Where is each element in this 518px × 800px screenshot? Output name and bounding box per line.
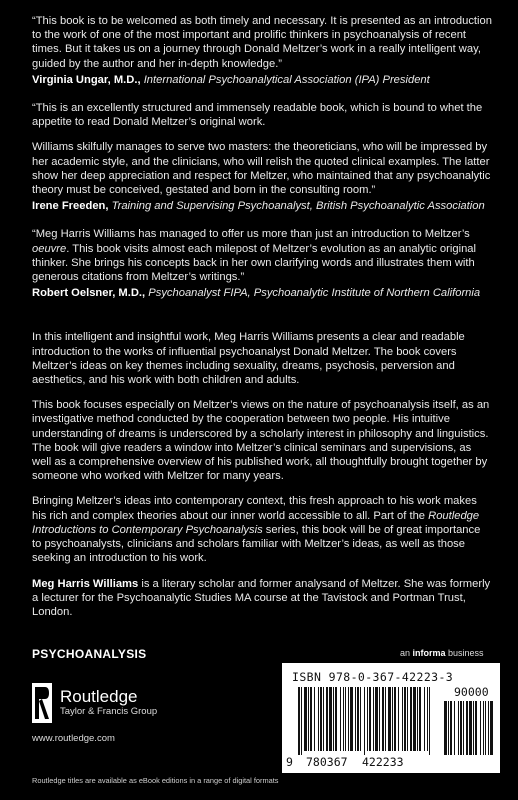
barcode-addon-bar (460, 701, 462, 755)
description-paragraph: In this intelligent and insightful work, Meg Harris Williams presents a clear and readable introduction to the works of influential psychoanalyst Donald Meltzer. The book covers Meltzer’s ideas on key themes including sexuality, dreams, psychosis, perversion and aesthetics, and his work with both children and adults. (32, 331, 465, 387)
barcode-bar (340, 687, 341, 751)
barcode-addon-bar (490, 701, 493, 755)
barcode-addon-bar (485, 701, 486, 755)
endorser-role: International Psychoanalytical Association (IPA) President (143, 73, 430, 86)
informa-bold: informa (412, 648, 446, 658)
endorsement-quote-continued (32, 140, 492, 197)
barcode-bar (402, 687, 403, 751)
quote-text: . This book visits almost each milepost of Meltzer’s evolution as an analytic original thinker. She brings his concepts back in her own clarifying words and illustrates them with generous citations from Meltzer’s writings.” (32, 242, 476, 284)
barcode-bar (375, 687, 378, 751)
description-paragraph: This book focuses especially on Meltzer’s views on the nature of psychoanalysis itself, as an investigative method conducted by the cooperation between two people. His intuitive understanding of dreams is underscored by a scholarly interest in philosophy and linguistics. The book will give readers a window into Meltzer’s clinical seminars and supervisions, as well as a comprehensive overview of his published work, all thoughtfully brought together by someone who worked with Meltzer for many years. (32, 399, 490, 483)
barcode-bar (320, 687, 322, 751)
barcode-addon-digits: 90000 (454, 685, 489, 699)
barcode-bar (385, 687, 386, 751)
barcode-bar (355, 687, 356, 751)
barcode-bar (394, 687, 396, 751)
barcode-bar (357, 687, 359, 751)
barcode-bar (398, 687, 399, 751)
barcode-addon-bar (466, 701, 468, 755)
series-title: Routledge Introductions to Contemporary Psychoanalysis (32, 509, 480, 536)
barcode-bar (345, 687, 346, 751)
endorsement-attribution (32, 286, 492, 300)
barcode-addon-bar (475, 701, 477, 755)
barcode-bar (367, 687, 368, 751)
barcode-bar (318, 687, 319, 751)
publisher-website: www.routledge.com (32, 733, 115, 744)
barcode-addon-bar (448, 701, 449, 755)
barcode-addon-bar (450, 701, 452, 755)
quote-text: “This is an excellently structured and immensely readable book, which is bound to whet the appetite to read Donald Meltzer’s original work. (32, 102, 483, 129)
quote-text: Williams skilfully manages to serve two masters: the theoreticians, who will be impressed by her academic style, and the clinicians, who will relish the quoted clinical examples. The latter show her deep appreciation and respect for Meltzer, who maintained that any psychoanalytic theory must be conceived, gestated and born in the consulting room.” (32, 141, 491, 197)
barcode-bar (298, 687, 300, 755)
ebook-note: Routledge titles are available as eBook editions in a range of digital formats (32, 776, 279, 785)
barcode-addon-bar (483, 701, 484, 755)
barcode-bar (404, 687, 406, 751)
barcode-bar (388, 687, 391, 751)
informa-tagline (400, 648, 484, 658)
barcode-bar (301, 687, 302, 755)
barcode-bar (308, 687, 309, 751)
barcode-bar (360, 687, 361, 751)
barcode-bar (413, 687, 416, 751)
barcode-addon-bar (480, 701, 481, 755)
barcode-bar (323, 687, 324, 751)
barcode-bar (326, 687, 328, 751)
endorser-name: Robert Oelsner, M.D., (32, 287, 146, 300)
description-text: Bringing Meltzer’s ideas into contemporary context, this fresh approach to his work makes his rich and complex theories about our inner world accessible to all. Part of the (32, 495, 477, 522)
barcode-bar (343, 687, 344, 751)
barcode-addon-bar (454, 701, 455, 755)
barcode-addon-bar (488, 701, 489, 755)
barcode-bar (310, 687, 312, 751)
informa-prefix: an (400, 648, 413, 658)
endorsement-attribution (32, 73, 492, 87)
endorser-role: Training and Supervising Psychoanalyst, British Psychoanalytic Association (111, 200, 485, 213)
endorsement-attribution (32, 199, 492, 213)
barcode-bar (369, 687, 371, 751)
publisher-logo (32, 683, 157, 723)
informa-suffix: business (445, 648, 484, 658)
barcode-bar (407, 687, 408, 751)
barcode-bar (314, 687, 315, 751)
quote-italic: oeuvre (32, 242, 67, 255)
barcode-first-digit: 9 (286, 755, 293, 769)
publisher-name: Routledge (60, 687, 138, 706)
endorser-name: Irene Freeden, (32, 200, 109, 213)
barcode-bar (373, 687, 374, 751)
barcode-bar (304, 687, 307, 751)
barcode-bar (364, 687, 365, 755)
routledge-logo-icon (32, 683, 52, 723)
barcode-addon-bar (469, 701, 472, 755)
barcode-bar (392, 687, 393, 751)
barcode-bar (335, 687, 337, 751)
barcode-bar (333, 687, 334, 751)
barcode-addon-bar (473, 701, 474, 755)
barcode-bar (379, 687, 380, 751)
author-bio-text: is a literary scholar and former analysand of Meltzer. She was formerly a lecturer for the Psychoanalytic Studies MA course at the Tavistock and Portman Trust, London. (32, 577, 491, 618)
author-bio (32, 577, 492, 620)
publisher-group: Taylor & Francis Group (60, 706, 158, 717)
endorsement-quote (32, 227, 492, 284)
barcode-bar (429, 687, 430, 755)
isbn-barcode (282, 663, 500, 773)
barcode-addon-bar (444, 701, 447, 755)
endorser-role: Psychoanalyst FIPA, Psychoanalytic Institute of Northern California (148, 287, 481, 300)
description-text: series, this book will be of great importance to psychoanalysts, clinicians and scholars familiar with Meltzer’s ideas, as well as those seeking an introduction to his work. (32, 523, 481, 565)
isbn-text: ISBN 978-0-367-42223-3 (292, 670, 454, 684)
barcode-bar (419, 687, 421, 751)
barcode-left-digits: 780367 (306, 755, 348, 769)
barcode-bar (427, 687, 428, 751)
quote-text: “This book is to be welcomed as both timely and necessary. It is presented as an introduction to the work of one of the most important and prolific thinkers in psychoanalysis of recent times. But it takes us on a journey through Donald Meltzer’s work in a really intelligent way, guided by the author and her in-depth knowledge.” (32, 15, 492, 70)
cover-text (32, 14, 492, 630)
barcode-bar (382, 687, 384, 751)
endorsement-quote (32, 14, 492, 71)
barcode-bar (417, 687, 418, 751)
author-name: Meg Harris Williams (32, 577, 139, 590)
subject-category: PSYCHOANALYSIS (32, 647, 147, 661)
barcode-addon-bar (458, 701, 459, 755)
barcode-bar (348, 687, 349, 751)
endorser-name: Virginia Ungar, M.D., (32, 73, 141, 86)
barcode-bar (329, 687, 332, 751)
endorsement-quote (32, 101, 492, 129)
barcode-right-digits: 422233 (362, 755, 404, 769)
barcode-bar (350, 687, 353, 751)
barcode-bar (410, 687, 412, 751)
description-paragraph (32, 494, 492, 565)
barcode-addon-bar (463, 701, 464, 755)
quote-text: “Meg Harris Williams has managed to offer us more than just an introduction to Meltzer’s (32, 228, 470, 241)
barcode-bar (424, 687, 425, 751)
